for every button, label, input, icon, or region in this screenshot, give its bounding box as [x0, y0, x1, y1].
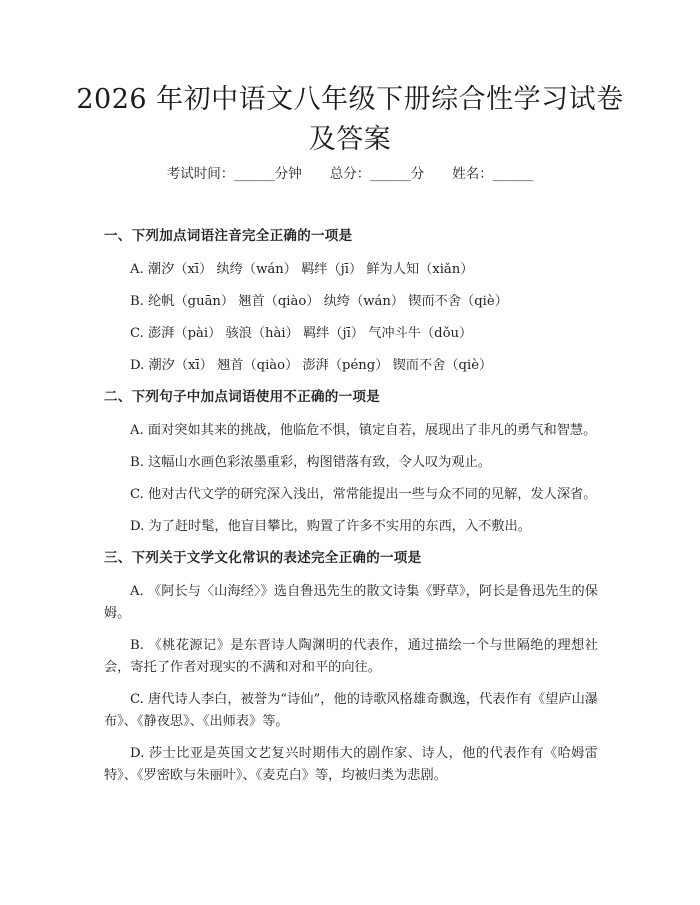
option-c: C. 他对古代文学的研究深入浅出，常常能提出一些与众不同的见解，发人深省。 [130, 487, 597, 502]
option-b: B. 《桃花源记》是东晋诗人陶渊明的代表作，通过描绘一个与世隔绝的理想社会，寄托了作者对现实的不满和对和平的向往。 [104, 638, 598, 675]
question-1 [104, 226, 598, 377]
option-a: A. 《阿长与〈山海经〉》选自鲁迅先生的散文诗集《野草》，阿长是鲁迅先生的保姆。 [104, 584, 598, 621]
exam-meta [0, 164, 700, 184]
option-d: D. 为了赶时髦，他盲目攀比，购置了许多不实用的东西，入不敷出。 [130, 519, 531, 534]
exam-time: 考试时间：______分钟 [166, 166, 302, 182]
option-c: C. 澎湃（pài） 骇浪（hài） 羁绊（jī） 气冲斗牛（dǒu） [130, 326, 473, 341]
question-2 [104, 387, 598, 538]
option-b: B. 纶帆（guān） 翘首（qiào） 纨绔（wán） 锲而不舍（qiè） [130, 294, 508, 309]
option-b: B. 这幅山水画色彩浓墨重彩，构图错落有致，令人叹为观止。 [130, 455, 491, 470]
option-c: C. 唐代诗人李白，被誉为“诗仙”，他的诗歌风格雄奇飘逸，代表作有《望庐山瀑布》、《静夜思》、《出师表》等。 [104, 692, 598, 729]
question-3 [104, 548, 598, 787]
option-a: A. 潮汐（xī） 纨绔（wán） 羁绊（jī） 鲜为人知（xiǎn） [130, 262, 474, 277]
page-title: 2026 年初中语文八年级下册综合性学习试卷及答案 [76, 84, 624, 155]
exam-name: 姓名：______ [452, 166, 534, 182]
option-d: D. 莎士比亚是英国文艺复兴时期伟大的剧作家、诗人，他的代表作有《哈姆雷特》、《罗密欧与朱丽叶》、《麦克白》等，均被归类为悲剧。 [104, 746, 598, 783]
question-heading: 三、下列关于文学文化常识的表述完全正确的一项是 [104, 550, 422, 566]
option-d: D. 潮汐（xī） 翘首（qiào） 澎湃（péng） 锲而不舍（qiè） [130, 358, 493, 373]
exam-score: 总分：______分 [329, 166, 425, 182]
question-heading: 一、下列加点词语注音完全正确的一项是 [104, 228, 353, 244]
question-list [104, 226, 598, 797]
option-a: A. 面对突如其来的挑战，他临危不惧，镇定自若，展现出了非凡的勇气和智慧。 [130, 423, 597, 438]
question-heading: 二、下列句子中加点词语使用不正确的一项是 [104, 389, 380, 405]
